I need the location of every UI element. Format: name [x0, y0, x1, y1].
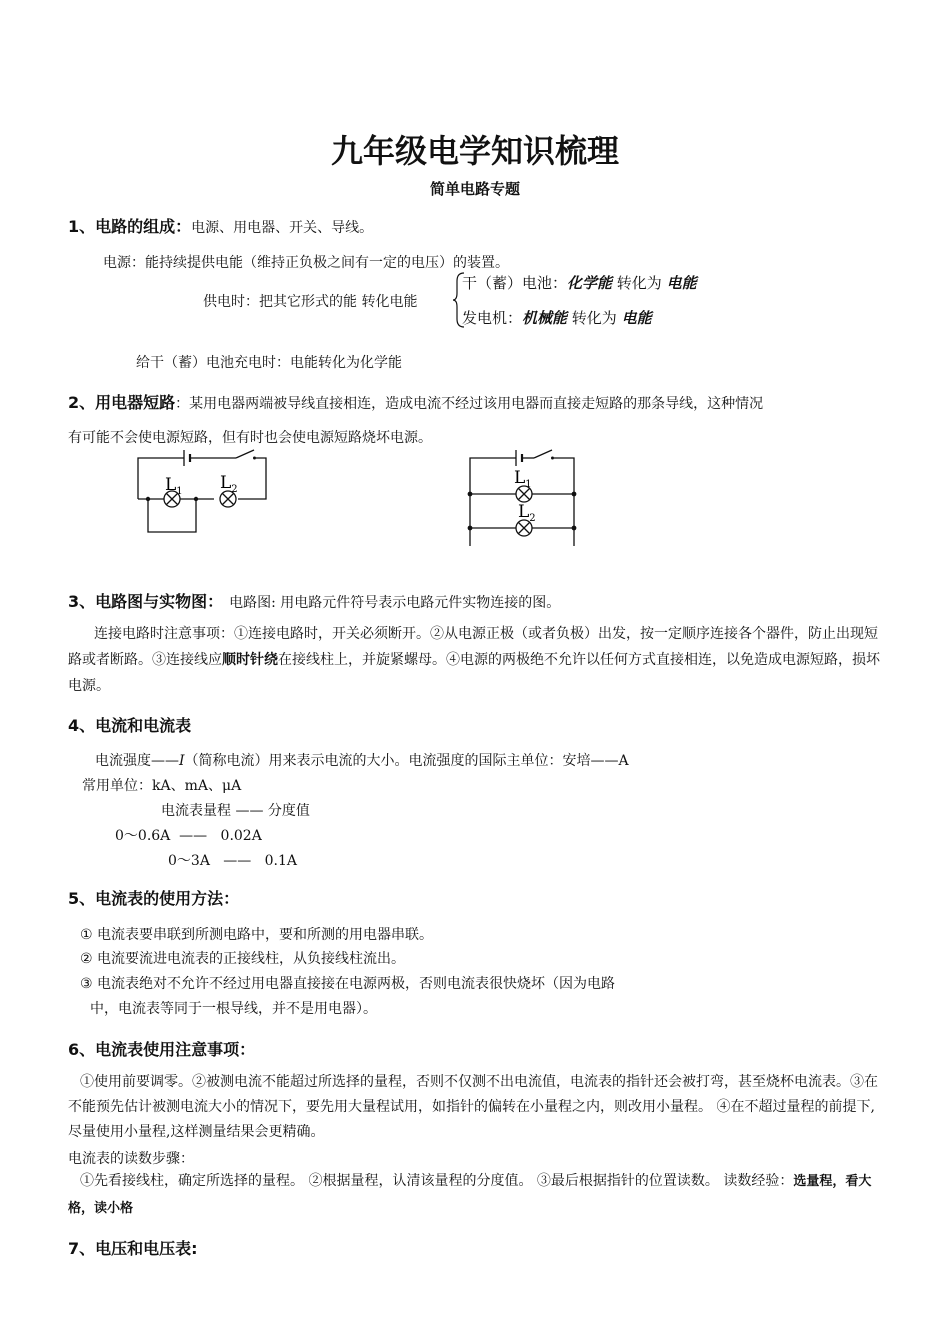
- chemical-energy: 化学能: [567, 274, 613, 292]
- range-row-2: 0～3A —— 0.1A: [168, 853, 298, 869]
- wiring-notes: [68, 621, 884, 699]
- section-2-heading: 2、用电器短路: [68, 393, 176, 412]
- common-units: 常用单位：kA、mA、μA: [82, 778, 242, 794]
- current-definition-a: 电流强度——: [95, 753, 179, 769]
- usage-rule-1: ① 电流表要串联到所测电路中，要和所测的用电器串联。: [80, 927, 433, 943]
- section-6-heading: 6、电流表使用注意事项：: [68, 1040, 256, 1059]
- generator-convert: 转化为: [567, 309, 622, 327]
- range-row-1: 0～0.6A —— 0.02A: [115, 828, 262, 844]
- usage-rule-3b: 中，电流表等同于一根导线，并不是用电器）。: [90, 1001, 377, 1017]
- range-header: 电流表量程 —— 分度值: [161, 803, 310, 819]
- section-5-heading: 5、电流表的使用方法：: [68, 889, 240, 908]
- electric-energy-1: 电能: [666, 274, 697, 292]
- lamp-l1-label: $L_1$: [514, 468, 532, 490]
- wire: [238, 458, 266, 499]
- section-2-text-2: 有可能不会使电源短路，但有时也会使电源短路烧坏电源。: [68, 430, 432, 446]
- section-3-definition: 电路图: 用电路元件符号表示电路元件实物连接的图。: [229, 595, 561, 611]
- charging-note: 给干（蓄）电池充电时：电能转化为化学能: [136, 355, 402, 371]
- lamp-l1-label: $L_1$: [165, 475, 183, 497]
- circuit-diagram-series-short: [130, 444, 275, 536]
- section-7-heading: 7、电压和电压表:: [68, 1239, 198, 1258]
- battery-convert: 转化为: [612, 274, 667, 292]
- current-definition-b: （简称电流）用来表示电流的大小。电流强度的国际主单位：安培——A: [184, 753, 629, 769]
- current-symbol: I: [179, 753, 185, 769]
- current-definition: [95, 750, 629, 770]
- short-wire: [148, 499, 196, 532]
- wiring-notes-b: 在接线柱上，并旋紧螺母。④电源的两极绝不允许以任何方式直接相连，以免造成电源短路，损坏电源。: [68, 652, 880, 694]
- page-subtitle: 简单电路专题: [429, 180, 520, 198]
- usage-rule-3a: ③ 电流表绝对不允许不经过用电器直接接在电源两极，否则电流表很快烧坏（因为电路: [80, 976, 615, 992]
- reading-tip: 选量程，看大格，读小格: [68, 1174, 872, 1216]
- electric-energy-2: 电能: [621, 309, 652, 327]
- lamp-l2-label: $L_2$: [220, 473, 238, 495]
- section-1-items: 电源、用电器、开关、导线。: [191, 220, 374, 236]
- page-title: 九年级电学知识梳理: [330, 132, 619, 170]
- section-1-heading: 1、电路的组成：: [68, 217, 192, 236]
- power-definition: 电源：能持续提供电能（维持正负极之间有一定的电压）的装置。: [103, 255, 509, 271]
- usage-rule-2: ② 电流要流进电流表的正接线柱，从负接线柱流出。: [80, 951, 405, 967]
- section-1: [68, 214, 373, 237]
- reading-steps-text: ①先看接线柱，确定所选择的量程。 ②根据量程，认清该量程的分度值。 ③最后根据指针的位置读数。 读数经验：: [80, 1173, 794, 1189]
- circuit-diagram-parallel-short: [460, 446, 590, 558]
- section-3-heading: 3、电路图与实物图：: [68, 592, 224, 611]
- generator-line: [462, 307, 652, 328]
- lamp-l2-label: $L_2$: [518, 502, 536, 524]
- precautions-paragraph: ①使用前要调零。②被测电流不能超过所选择的量程，否则不仅测不出电流值，电流表的指针还会被打弯，甚至烧杯电流表。③在不能预先估计被测电流大小的情况下，要先用大量程试用，如指针的偏转在小量程之内，则改用小量程。 ④在不超过量程的前提下,尽量使用小量程,这样测量结果会更精确。: [68, 1074, 878, 1140]
- wiring-notes-a: 连接电路时注意事项：①连接电路时，开关必须断开。②从电源正极（或者负极）出发，按一定顺序连接各个器件，防止出现短路或者断路。③连接线应: [68, 626, 878, 668]
- section-4-heading: 4、电流和电流表: [68, 716, 192, 735]
- reading-steps-title: 电流表的读数步骤：: [68, 1151, 194, 1167]
- section-3-line: [68, 589, 560, 612]
- switch-blade: [236, 450, 254, 458]
- battery-line: [462, 272, 697, 293]
- section-2-line-1: [68, 390, 763, 413]
- section-2-text-1: ：某用电器两端被导线直接相连，造成电流不经过该用电器而直接走短路的那条导线，这种情况: [175, 396, 764, 412]
- mechanical-energy: 机械能: [522, 309, 568, 327]
- generator-label: 发电机：: [462, 309, 523, 327]
- battery-label: 干（蓄）电池：: [462, 274, 568, 292]
- supply-label: 供电时：把其它形式的能 转化电能: [203, 294, 418, 310]
- reading-steps: [68, 1168, 884, 1222]
- wiring-notes-bold: 顺时针绕: [222, 652, 278, 668]
